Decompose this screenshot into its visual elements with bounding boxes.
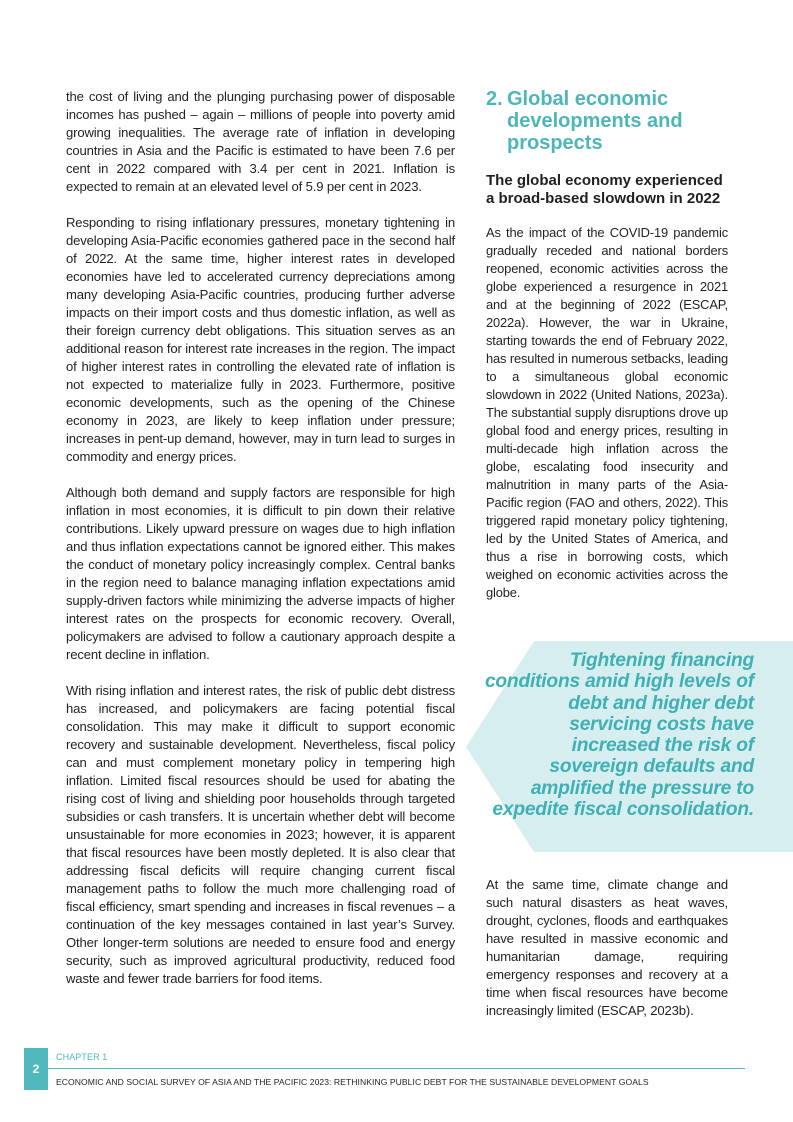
body-paragraph: Although both demand and supply factors are responsible for high inflation in most economies, it is difficult to pin down their relative contributions. Likely upward pressure on wages due to high inflation and thus inflation expectations cannot be ignored either. This makes the conduct of monetary policy increasingly complex. Central banks in the region need to balance managing inflation expectations amid supply-driven factors while minimizing the adverse impacts of higher interest rates on the prospects for economic recovery. Overall, policymakers are advised to follow a cautionary approach despite a recent decline in inflation.	[66, 485, 455, 662]
footer-divider	[48, 1068, 745, 1069]
body-paragraph: As the impact of the COVID-19 pandemic gradually receded and national borders reopened, economic activities across the globe experienced a resurgence in 2021 and at the beginning of 2022 (ESCAP, 2022a). However, the war in Ukraine, starting towards the end of February 2022, has resulted in numerous setbacks, leading to a simultaneous global economic slowdown in 2022 (United Nations, 2023a). The substantial supply disruptions drove up global food and energy prices, resulting in multi-decade high inflation across the globe, escalating food insecurity and malnutrition in many parts of the Asia-Pacific region (FAO and others, 2022). This triggered rapid monetary policy tightening, led by the United States of America, and thus a rise in borrowing costs, which weighed on economic activities across the globe.	[486, 225, 728, 600]
body-paragraph: the cost of living and the plunging purchasing power of disposable incomes has pushed – again – millions of people into poverty amid growing inequalities. The average rate of inflation in developing countries in Asia and the Pacific is estimated to have been 7.6 per cent in 2022 compared with 3.4 per cent in 2021. Inflation is expected to remain at an elevated level of 5.9 per cent in 2023.	[66, 89, 455, 194]
footer-publication-title: ECONOMIC AND SOCIAL SURVEY OF ASIA AND THE PACIFIC 2023: RETHINKING PUBLIC DEBT FOR THE SUSTAINABLE DEVELOPMENT GOALS	[56, 1077, 649, 1087]
section-heading	[486, 88, 728, 154]
section-title: Global economic developments and prospects	[507, 88, 683, 154]
page-number-badge	[24, 1048, 48, 1090]
page-number: 2	[32, 1062, 40, 1076]
right-column	[486, 88, 728, 620]
left-column	[66, 88, 455, 1006]
body-paragraph: Responding to rising inflationary pressures, monetary tightening in developing Asia-Pacific economies gathered pace in the second half of 2022. At the same time, higher interest rates in developed economies have led to accelerated currency depreciations among many developing Asia-Pacific countries, producing further adverse impacts on their import costs and thus domestic inflation, as well as their foreign currency debt obligations. This situation serves as an additional reason for interest rate increases in the region. The impact of higher interest rates in controlling the elevated rate of inflation is not expected to materialize fully in 2023. Furthermore, positive economic developments, such as the opening of the Chinese economy in 2023, are likely to keep inflation under pressure; increases in pent-up demand, however, may in turn lead to surges in commodity and energy prices.	[66, 215, 455, 464]
body-paragraph: With rising inflation and interest rates, the risk of public debt distress has increased, and policymakers are facing potential fiscal consolidation. This may make it difficult to support economic recovery and sustainable development. Nevertheless, fiscal policy can and must complement monetary policy in tempering high inflation. Limited fiscal resources should be used for abating the rising cost of living and shielding poor households through targeted subsidies or cash transfers. It is uncertain whether debt will become unsustainable for more economies in 2023; however, it is apparent that fiscal resources have been mostly depleted. It is also clear that addressing fiscal deficits will require changing current fiscal management paths to follow the much more challenging road of fiscal efficiency, smart spending and increases in fiscal revenues – a continuation of the key messages contained in last year’s Survey. Other longer-term solutions are needed to ensure food and energy security, such as improved agricultural productivity, reduced food waste and fewer trade barriers for food items.	[66, 683, 455, 986]
body-paragraph: At the same time, climate change and such natural disasters as heat waves, drought, cyclones, floods and earthquakes have resulted in massive economic and humanitarian damage, requiring emergency responses and recovery at a time when fiscal resources have become increasingly limited (ESCAP, 2023b).	[486, 877, 728, 1018]
pull-quote-callout	[466, 641, 793, 852]
pull-quote-text: Tightening financing conditions amid high levels of debt and higher debt servicing costs have increased the risk of sovereign defaults and amplified the pressure to expedite fiscal consolidation.	[484, 650, 754, 821]
section-number: 2.	[486, 88, 503, 110]
subheading: The global economy experienced a broad-based slowdown in 2022	[486, 172, 723, 207]
footer-chapter-label: CHAPTER 1	[56, 1052, 108, 1062]
